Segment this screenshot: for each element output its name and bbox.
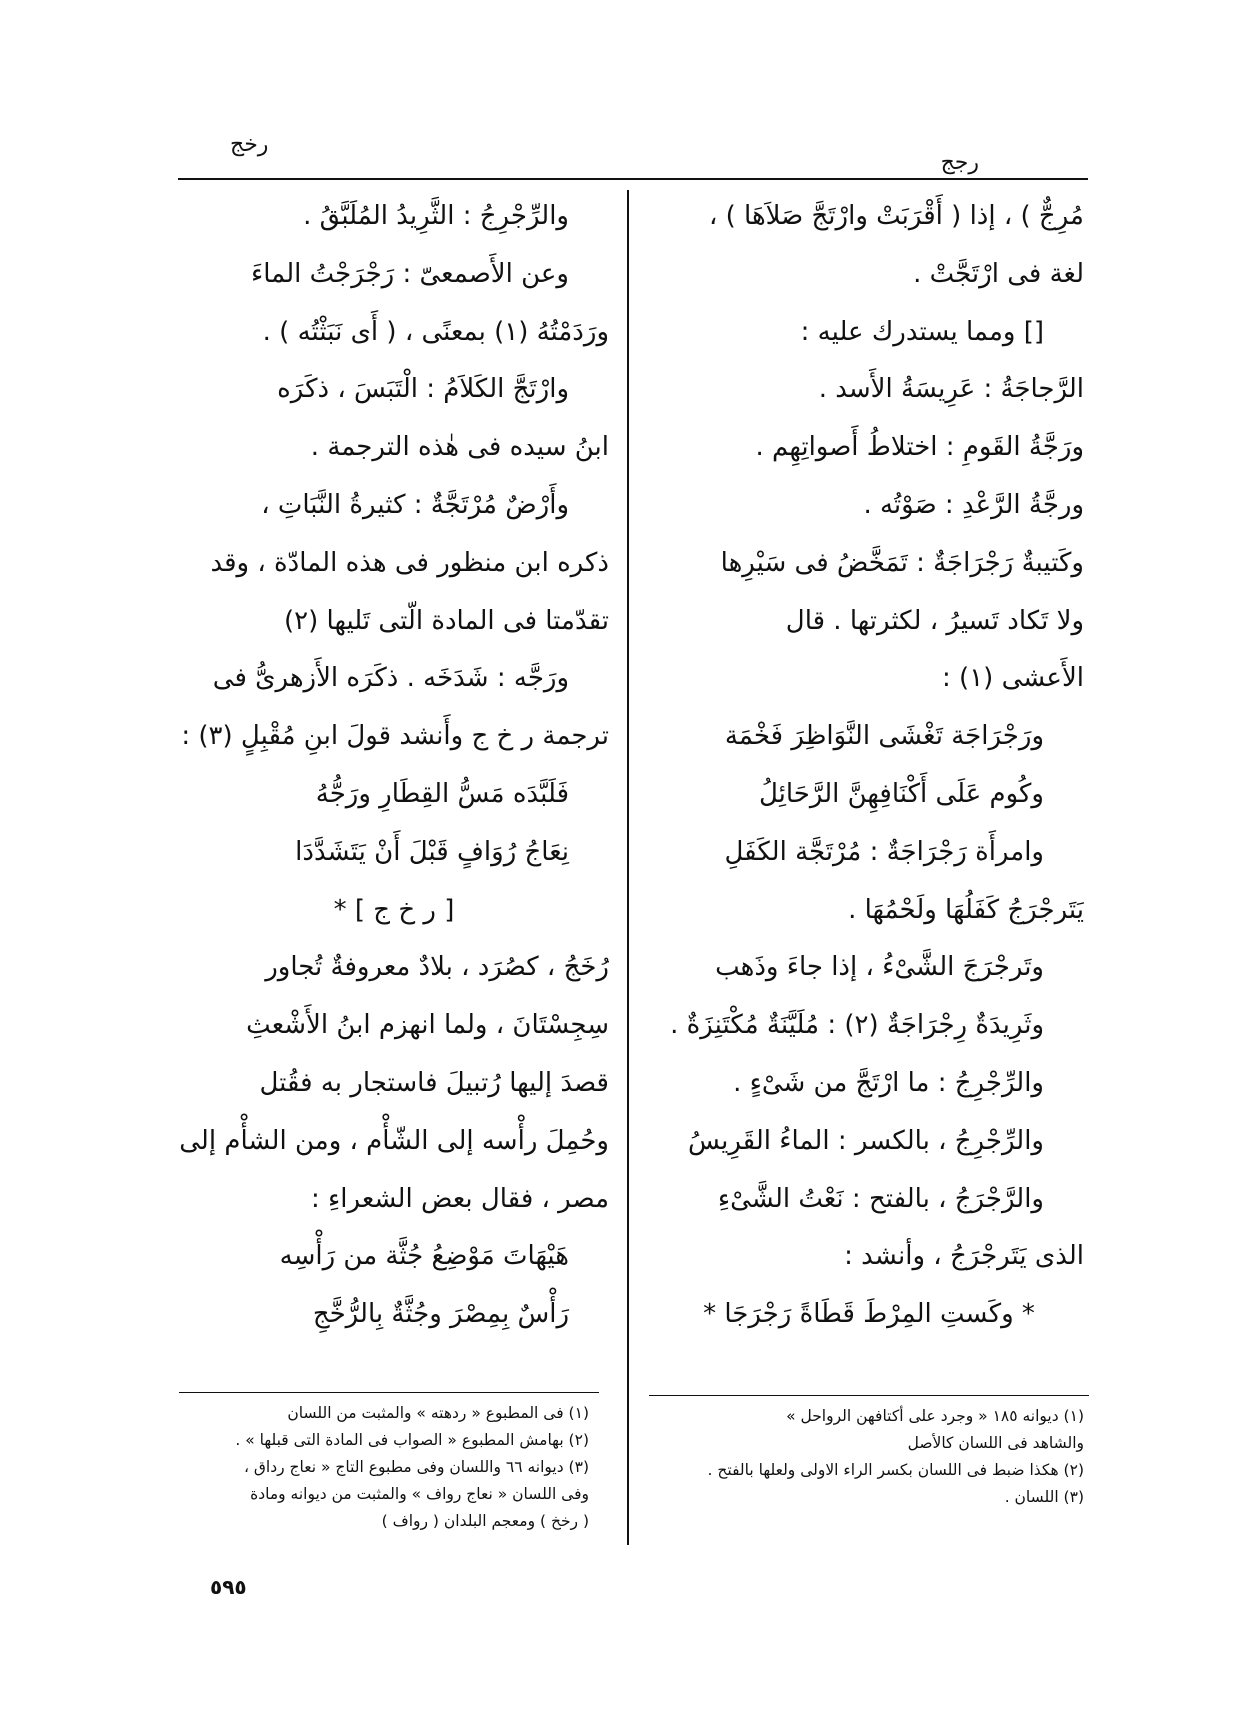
verse-line: رَأْسٌ بِمِصْرَ وجُثَّةٌ بِالرُّخَّجِ — [312, 1299, 569, 1330]
text-line: ورَجَّه : شَدَخَه . ذكَرَه الأَزهرىُّ فى — [212, 663, 569, 694]
footnote: وفى اللسان « نعاج رواف » والمثبت من ديوانه ومادة — [250, 1485, 589, 1503]
text-line: ورجَّةُ الرَّعْدِ : صَوْتُه . — [863, 489, 1084, 520]
text-line: ورَدَمْتُهُ (١) بمعنًى ، ( أَى نَبَثْتُه ) . — [262, 316, 609, 347]
text-line: وامرأَة رَجْرَاجَةٌ : مُرْتَجَّة الكَفَلِ — [724, 836, 1044, 867]
footnote: (٣) ديوانه ٦٦ واللسان وفى مطبوع التاج « نعاج رداق ، — [243, 1458, 589, 1476]
text-line: مصر ، فقال بعض الشعراءِ : — [311, 1183, 609, 1214]
text-line: والرَّجْرَجُ ، بالفتح : نَعْتُ الشَّىْءِ — [717, 1183, 1044, 1214]
entry-heading: [ ر خ ج ] * — [333, 894, 455, 925]
text-line: ترجمة ر خ ج وأَنشد قولَ ابنِ مُقْبِلٍ (٣) : — [181, 721, 609, 752]
right-column — [654, 188, 1084, 1344]
text-line: ابنُ سيده فى هٰذه الترجمة . — [310, 432, 609, 463]
text-line: [] ومما يستدرك عليه : — [800, 316, 1044, 347]
text-line: مُرِجٌّ ) ، إذا ( أَقْرَبَتْ وارْتَجَّ صَلاَهَا ) ، — [708, 201, 1084, 231]
text-line: والرِّجْرِجُ : الثَّرِيدُ المُلَبَّقُ . — [303, 201, 569, 231]
text-line: يَتَرجْرَجُ كَفَلُهَا ولَحْمُهَا . — [848, 894, 1084, 925]
verse-line: نِعَاجُ رُوَافٍ قَبْلَ أَنْ يَتَشَدَّدَا — [295, 836, 569, 867]
footnote: (١) ديوانه ١٨٥ « وجرد على أكتافهن الرواحل » — [786, 1407, 1084, 1425]
header-rule — [178, 178, 1088, 180]
verse-line: فَلَبَّدَه مَسُّ القِطَارِ ورَجُّهُ — [315, 778, 569, 809]
footnote: (٢) بهامش المطبوع « الصواب فى المادة التى قبلها » . — [235, 1431, 589, 1449]
running-head-left: رخج — [230, 132, 269, 157]
footnotes-left — [169, 1400, 589, 1535]
footnotes-right — [644, 1403, 1084, 1511]
text-line: الأَعشى (١) : — [942, 663, 1084, 694]
verse-line: هَيْهَاتَ مَوْضِعُ جُثَّة من رَأْسِه — [279, 1241, 569, 1272]
verse-line: ورَجْرَاجَة تَغْشَى النَّوَاظِرَ فَخْمَة — [724, 721, 1044, 752]
footnote-rule-left — [179, 1392, 599, 1393]
running-head-right: رجج — [940, 150, 979, 175]
text-line: لغة فى ارْتَجَّتْ . — [913, 258, 1084, 289]
text-line: والرِّجْرِجُ ، بالكسر : الماءُ القَرِيسُ — [687, 1125, 1044, 1156]
text-line: رُخَجُ ، كصُرَد ، بلادٌ معروفةٌ تُجاور — [265, 952, 609, 983]
text-line: وارْتَجَّ الكَلاَمُ : الْتَبَسَ ، ذكَرَه — [277, 374, 569, 405]
text-line: وعن الأَصمعىّ : رَجْرَجْتُ الماءَ — [251, 258, 569, 289]
text-line: وأَرْضٌ مُرْتَجَّةٌ : كثيرةُ النَّبَاتِ ، — [261, 489, 569, 520]
text-line: قصدَ إليها رُتبيلَ فاستجار به فقُتل — [259, 1067, 609, 1098]
text-line: سِجِسْتَانَ ، ولما انهزم ابنُ الأَشْعثِ — [246, 1010, 609, 1041]
text-line: وحُمِلَ رأْسه إلى الشّأْم ، ومن الشأْم إلى — [179, 1125, 609, 1156]
page-number: ٥٩٥ — [210, 1575, 247, 1599]
footnote: ( رخخ ) ومعجم البلدان ( رواف ) — [381, 1512, 589, 1530]
verse-line: وكُوم عَلَى أَكْنَافِهِنَّ الرَّحَائِلُ — [758, 778, 1044, 809]
footnote: (٣) اللسان . — [1004, 1488, 1084, 1506]
text-line: ولا تَكاد تَسيرُ ، لكثرتها . قال — [785, 605, 1084, 636]
text-line: ورَجَّةُ القَومِ : اختلاطُ أَصواتِهِم . — [755, 432, 1084, 463]
left-column — [179, 188, 609, 1344]
text-line: الذى يَتَرجْرَجُ ، وأنشد : — [844, 1241, 1084, 1272]
column-divider — [627, 190, 629, 1545]
footnote: والشاهد فى اللسان كالأصل — [907, 1434, 1084, 1452]
text-line: وكَتيبةٌ رَجْرَاجَةٌ : تَمَخَّضُ فى سَيْرِها — [720, 547, 1084, 578]
text-line: وثَرِيدَةٌ رِجْرَاجَةٌ (٢) : مُلَيَّنَةٌ مُكْتَنِزَةٌ . — [670, 1010, 1044, 1041]
footnote-rule-right — [649, 1395, 1089, 1396]
footnote: (٢) هكذا ضبط فى اللسان بكسر الراء الاولى ولعلها بالفتح . — [707, 1461, 1084, 1479]
text-line: ذكره ابن منظور فى هذه المادّة ، وقد — [210, 547, 609, 578]
text-line: الرَّجاجَةُ : عَرِيسَةُ الأَسد . — [818, 374, 1084, 405]
text-line: تقدّمتا فى المادة الّتى تَليها (٢) — [284, 605, 609, 636]
verse-line: * وكَستِ المِرْطَ قَطَاةً رَجْرَجَا * — [703, 1299, 1035, 1330]
text-line: والرِّجْرِجُ : ما ارْتَجَّ من شَىْءٍ . — [733, 1067, 1044, 1098]
text-line: وتَرجْرَجَ الشَّىْءُ ، إذا جاءَ وذَهب — [715, 952, 1044, 983]
footnote: (١) فى المطبوع « ردهته » والمثبت من اللسان — [287, 1404, 589, 1422]
